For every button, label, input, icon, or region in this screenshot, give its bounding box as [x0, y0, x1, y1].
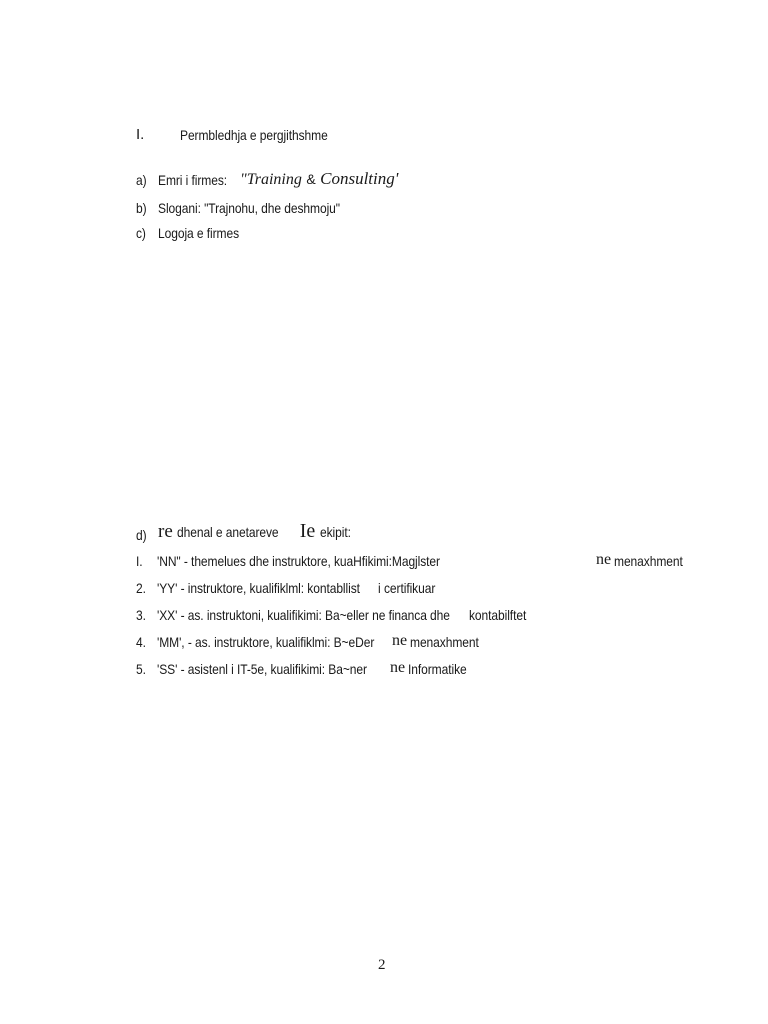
- item-a-label: Emri i firmes:: [158, 172, 228, 188]
- list-item-tail: kontabilftet: [469, 607, 527, 623]
- list-item-marker: 2.: [136, 580, 146, 596]
- list-item-tail: menaxhment: [410, 634, 479, 650]
- item-b-text: Slogani: "Trajnohu, dhe deshmoju": [158, 200, 340, 216]
- list-item-text: 'NN" - themelues dhe instruktore, kuaHfikimi:Magjlster: [157, 553, 440, 569]
- item-d-text-b: dhenal e anetareve: [177, 524, 279, 540]
- list-item-mark: ne: [390, 659, 406, 676]
- firm-name-amp: &: [306, 171, 316, 187]
- list-item-marker: I.: [136, 553, 143, 569]
- list-item-text: 'MM', - as. instruktore, kualifiklmi: B~eDer: [157, 634, 375, 650]
- list-item-marker: 5.: [136, 661, 146, 677]
- item-c-marker: c): [136, 225, 146, 241]
- section-number: I.: [136, 126, 145, 143]
- list-item-marker: 3.: [136, 607, 146, 623]
- page-number: 2: [378, 957, 386, 973]
- item-a-firm-name: [240, 169, 398, 189]
- list-item-marker: 4.: [136, 634, 146, 650]
- item-d-text: [158, 520, 356, 543]
- list-item-text: 'XX' - as. instruktoni, kualifikimi: Ba~eller ne financa dhe: [157, 607, 450, 623]
- list-item-mark: ne: [392, 632, 408, 649]
- firm-name-part1: "Training: [240, 171, 302, 188]
- list-item-tail: Informatike: [408, 661, 467, 677]
- list-item-content: [157, 553, 486, 571]
- list-item-tail: menaxhment: [614, 553, 683, 569]
- item-d-text-c: Ie: [299, 520, 316, 542]
- list-item-text: 'YY' - instruktore, kualifiklml: kontabllist: [157, 580, 360, 596]
- list-item-mark: i: [378, 580, 381, 596]
- item-c-text: Logoja e firmes: [158, 225, 240, 241]
- item-d-text-d: ekipit:: [319, 524, 351, 540]
- item-d-marker: d): [136, 527, 147, 543]
- item-b-marker: b): [136, 200, 147, 216]
- list-item-text: 'SS' - asistenl i IT-5e, kualifikimi: Ba~ner: [157, 661, 367, 677]
- list-item-tail: certifikuar: [384, 580, 436, 596]
- section-title: Permbledhja e pergjithshme: [180, 127, 328, 143]
- firm-name-part2: Consulting': [320, 169, 399, 188]
- item-d-text-a: re: [158, 521, 173, 542]
- list-item-mark: ne: [596, 551, 612, 568]
- item-a-marker: a): [136, 172, 147, 188]
